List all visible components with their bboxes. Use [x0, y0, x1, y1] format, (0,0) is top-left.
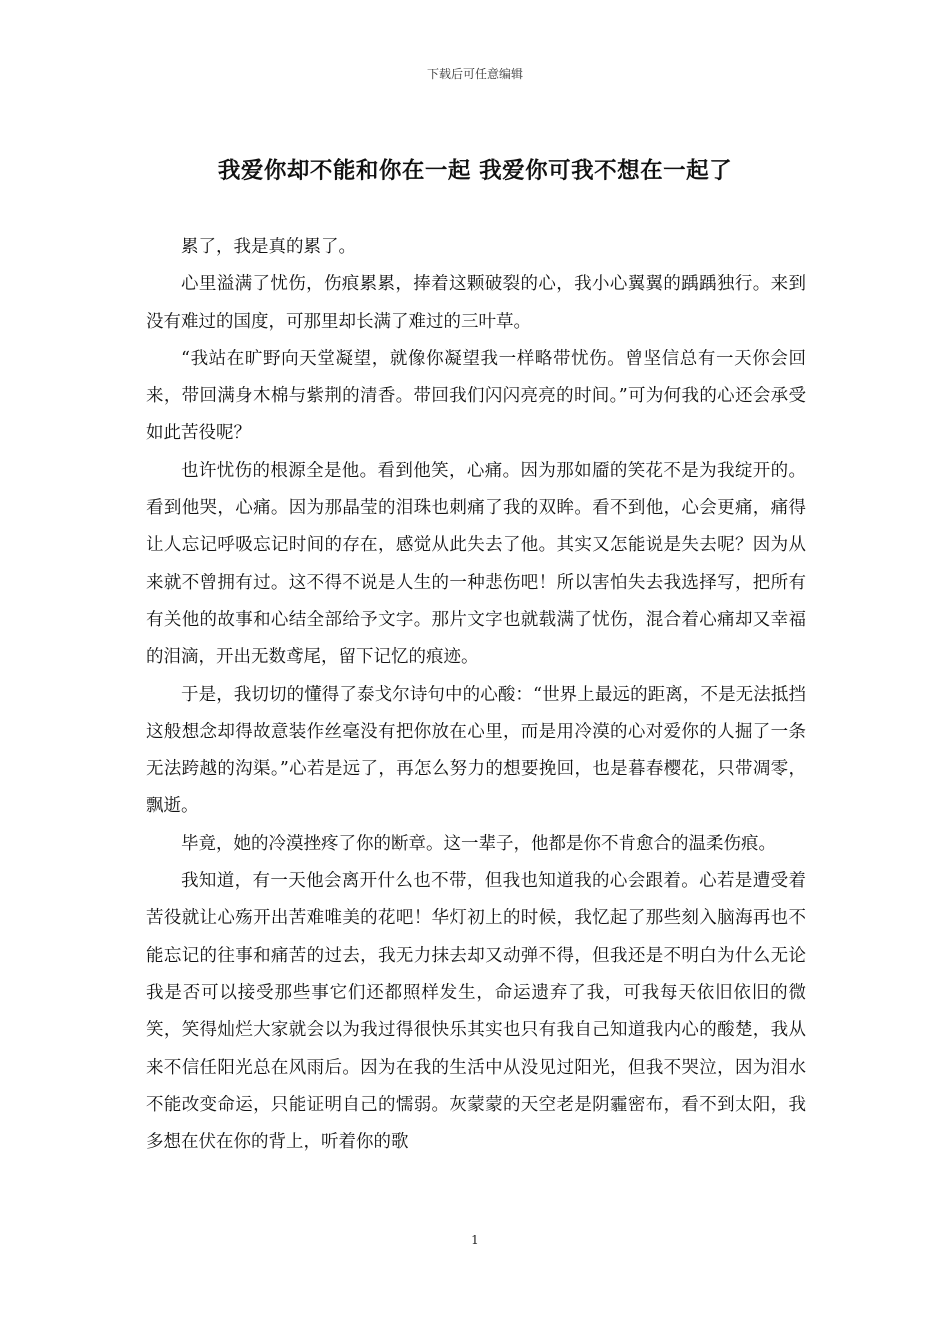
paragraph: 毕竟，她的冷漠挫疼了你的断章。这一辈子，他都是你不肯愈合的温柔伤痕。 [181, 833, 776, 854]
paragraph: 我知道，有一天他会离开什么也不带，但我也知道我的心会跟着。心若是遭受着苦役就让心殇开出苦难唯美的花吧！华灯初上的时候，我忆起了那些刻入脑海再也不能忘记的往事和痛苦的过去，我无力抹去却又动弹不得，但我还是不明白为什么无论我是否可以接受那些事它们还都照样发生，命运遗弃了我，可我每天依旧依旧的微笑，笑得灿烂大家就会以为我过得很快乐其实也只有我自己知道我内心的酸楚，我从来不信任阳光总在风雨后。因为在我的生活中从没见过阳光，但我不哭泣，因为泪水不能改变命运，只能证明自己的懦弱。灰蒙蒙的天空老是阴霾密布，看不到太阳，我多想在伏在你的背上，听着你的歌 [146, 871, 806, 1153]
document-body [146, 229, 806, 1161]
document-title: 我爱你却不能和你在一起 我爱你可我不想在一起了 [217, 158, 733, 184]
page-header: 下载后可任意编辑 [426, 67, 523, 81]
page-number: 1 [471, 1233, 479, 1247]
paragraph: 于是，我切切的懂得了泰戈尔诗句中的心酸：“世界上最远的距离，不是无法抵挡这般想念却得故意装作丝毫没有把你放在心里，而是用冷漠的心对爱你的人掘了一条无法跨越的沟渠。”心若是远了，再怎么努力的想要挽回，也是暮春樱花，只带凋零，飘逝。 [146, 684, 806, 817]
paragraph: “我站在旷野向天堂凝望，就像你凝望我一样略带忧伤。曾坚信总有一天你会回来，带回满身木棉与紫荆的清香。带回我们闪闪亮亮的时间。”可为何我的心还会承受如此苦役呢？ [146, 348, 806, 444]
paragraph: 心里溢满了忧伤，伤痕累累，捧着这颗破裂的心，我小心翼翼的踽踽独行。来到没有难过的国度，可那里却长满了难过的三叶草。 [146, 274, 806, 332]
paragraph: 也许忧伤的根源全是他。看到他笑，心痛。因为那如靥的笑花不是为我绽开的。看到他哭，心痛。因为那晶莹的泪珠也刺痛了我的双眸。看不到他，心会更痛，痛得让人忘记呼吸忘记时间的存在，感觉从此失去了他。其实又怎能说是失去呢？因为从来就不曾拥有过。这不得不说是人生的一种悲伤吧！所以害怕失去我选择写，把所有有关他的故事和心结全部给予文字。那片文字也就载满了忧伤，混合着心痛却又幸福的泪滴，开出无数鸢尾，留下记忆的痕迹。 [146, 460, 806, 668]
paragraph: 累了，我是真的累了。 [181, 237, 356, 257]
